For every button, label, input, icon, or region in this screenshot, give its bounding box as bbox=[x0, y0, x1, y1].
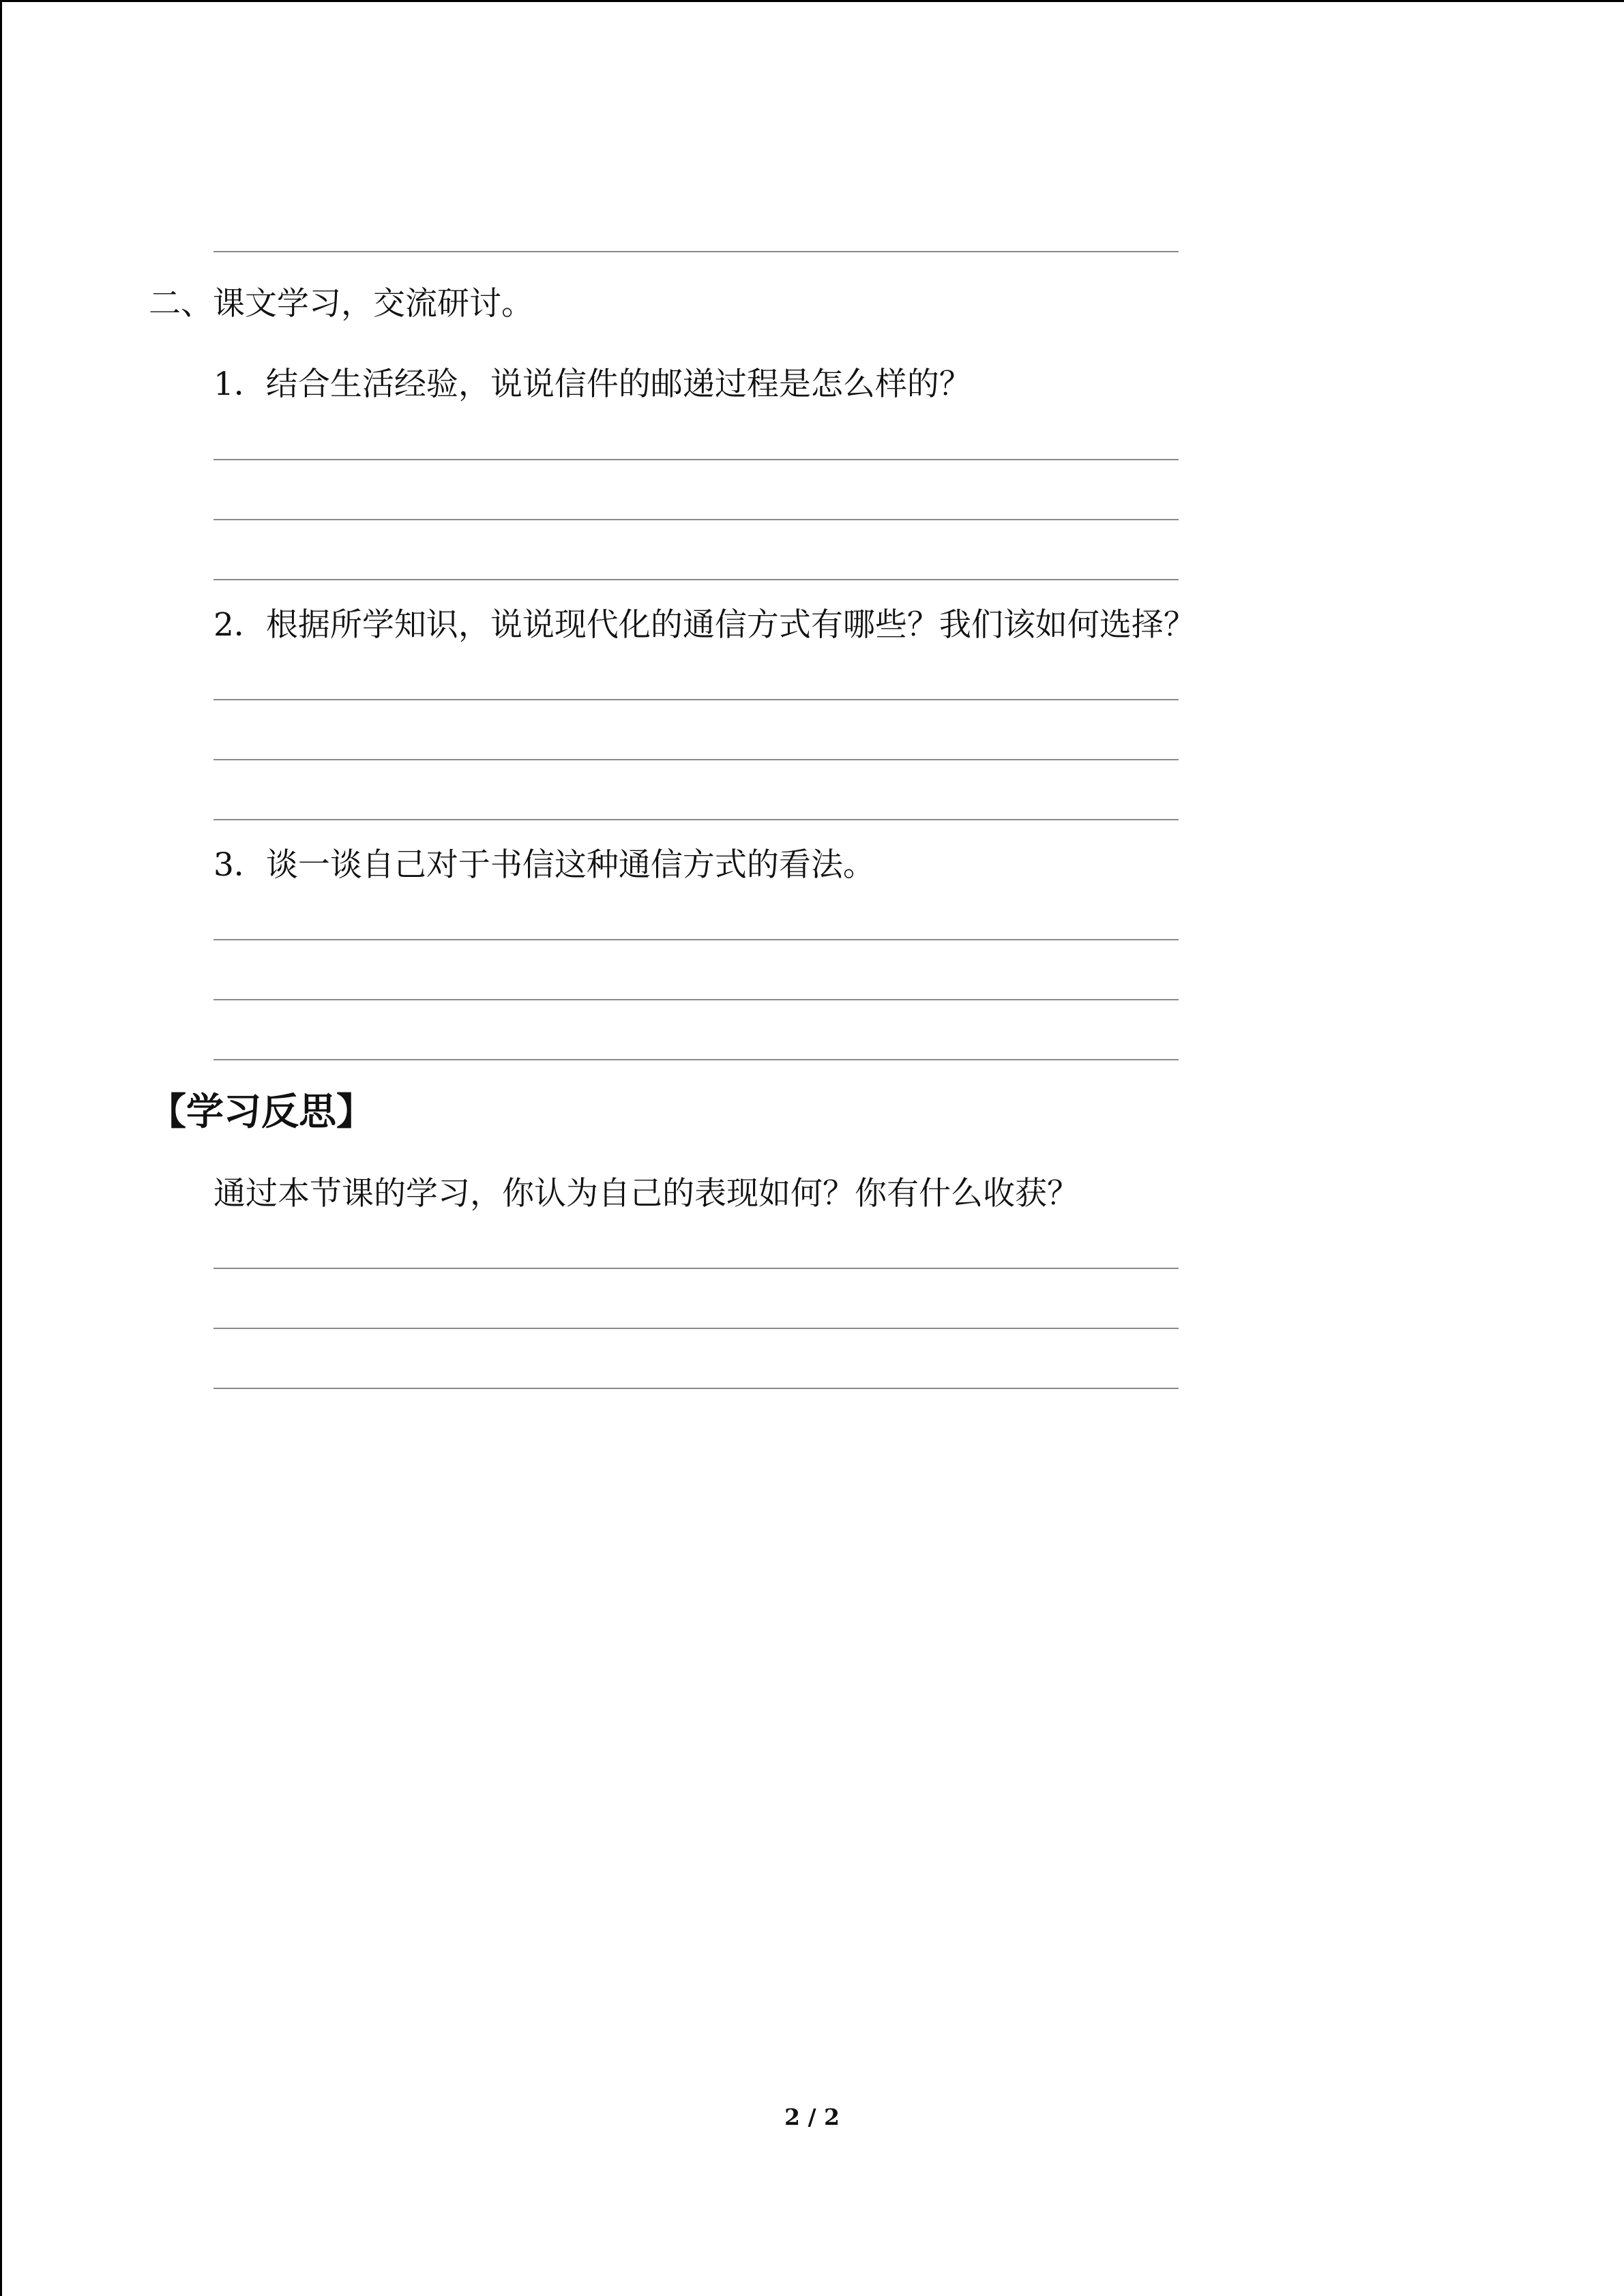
answer-line bbox=[213, 999, 1179, 1000]
answer-line bbox=[213, 699, 1179, 700]
page-number: 2 / 2 bbox=[784, 2104, 840, 2130]
answer-line bbox=[213, 1388, 1179, 1389]
answer-line bbox=[213, 819, 1179, 820]
reflection-title: 【学习反思】 bbox=[149, 1090, 374, 1133]
answer-line bbox=[213, 459, 1179, 460]
answer-line bbox=[213, 939, 1179, 940]
answer-line bbox=[213, 1268, 1179, 1269]
answer-line bbox=[213, 519, 1179, 520]
question-1: 1．结合生活经验，说说信件的邮递过程是怎么样的？ bbox=[213, 366, 971, 403]
answer-line bbox=[213, 579, 1179, 580]
answer-line bbox=[213, 251, 1179, 252]
answer-line bbox=[213, 1328, 1179, 1329]
answer-line bbox=[213, 1059, 1179, 1060]
answer-line bbox=[213, 759, 1179, 760]
section-heading: 二、课文学习，交流研讨。 bbox=[149, 285, 533, 323]
question-2: 2．根据所学知识，说说现代化的通信方式有哪些？我们该如何选择？ bbox=[213, 606, 1196, 644]
question-3: 3．谈一谈自己对于书信这种通信方式的看法。 bbox=[213, 846, 875, 884]
reflection-prompt: 通过本节课的学习，你认为自己的表现如何？你有什么收获？ bbox=[213, 1175, 1079, 1212]
